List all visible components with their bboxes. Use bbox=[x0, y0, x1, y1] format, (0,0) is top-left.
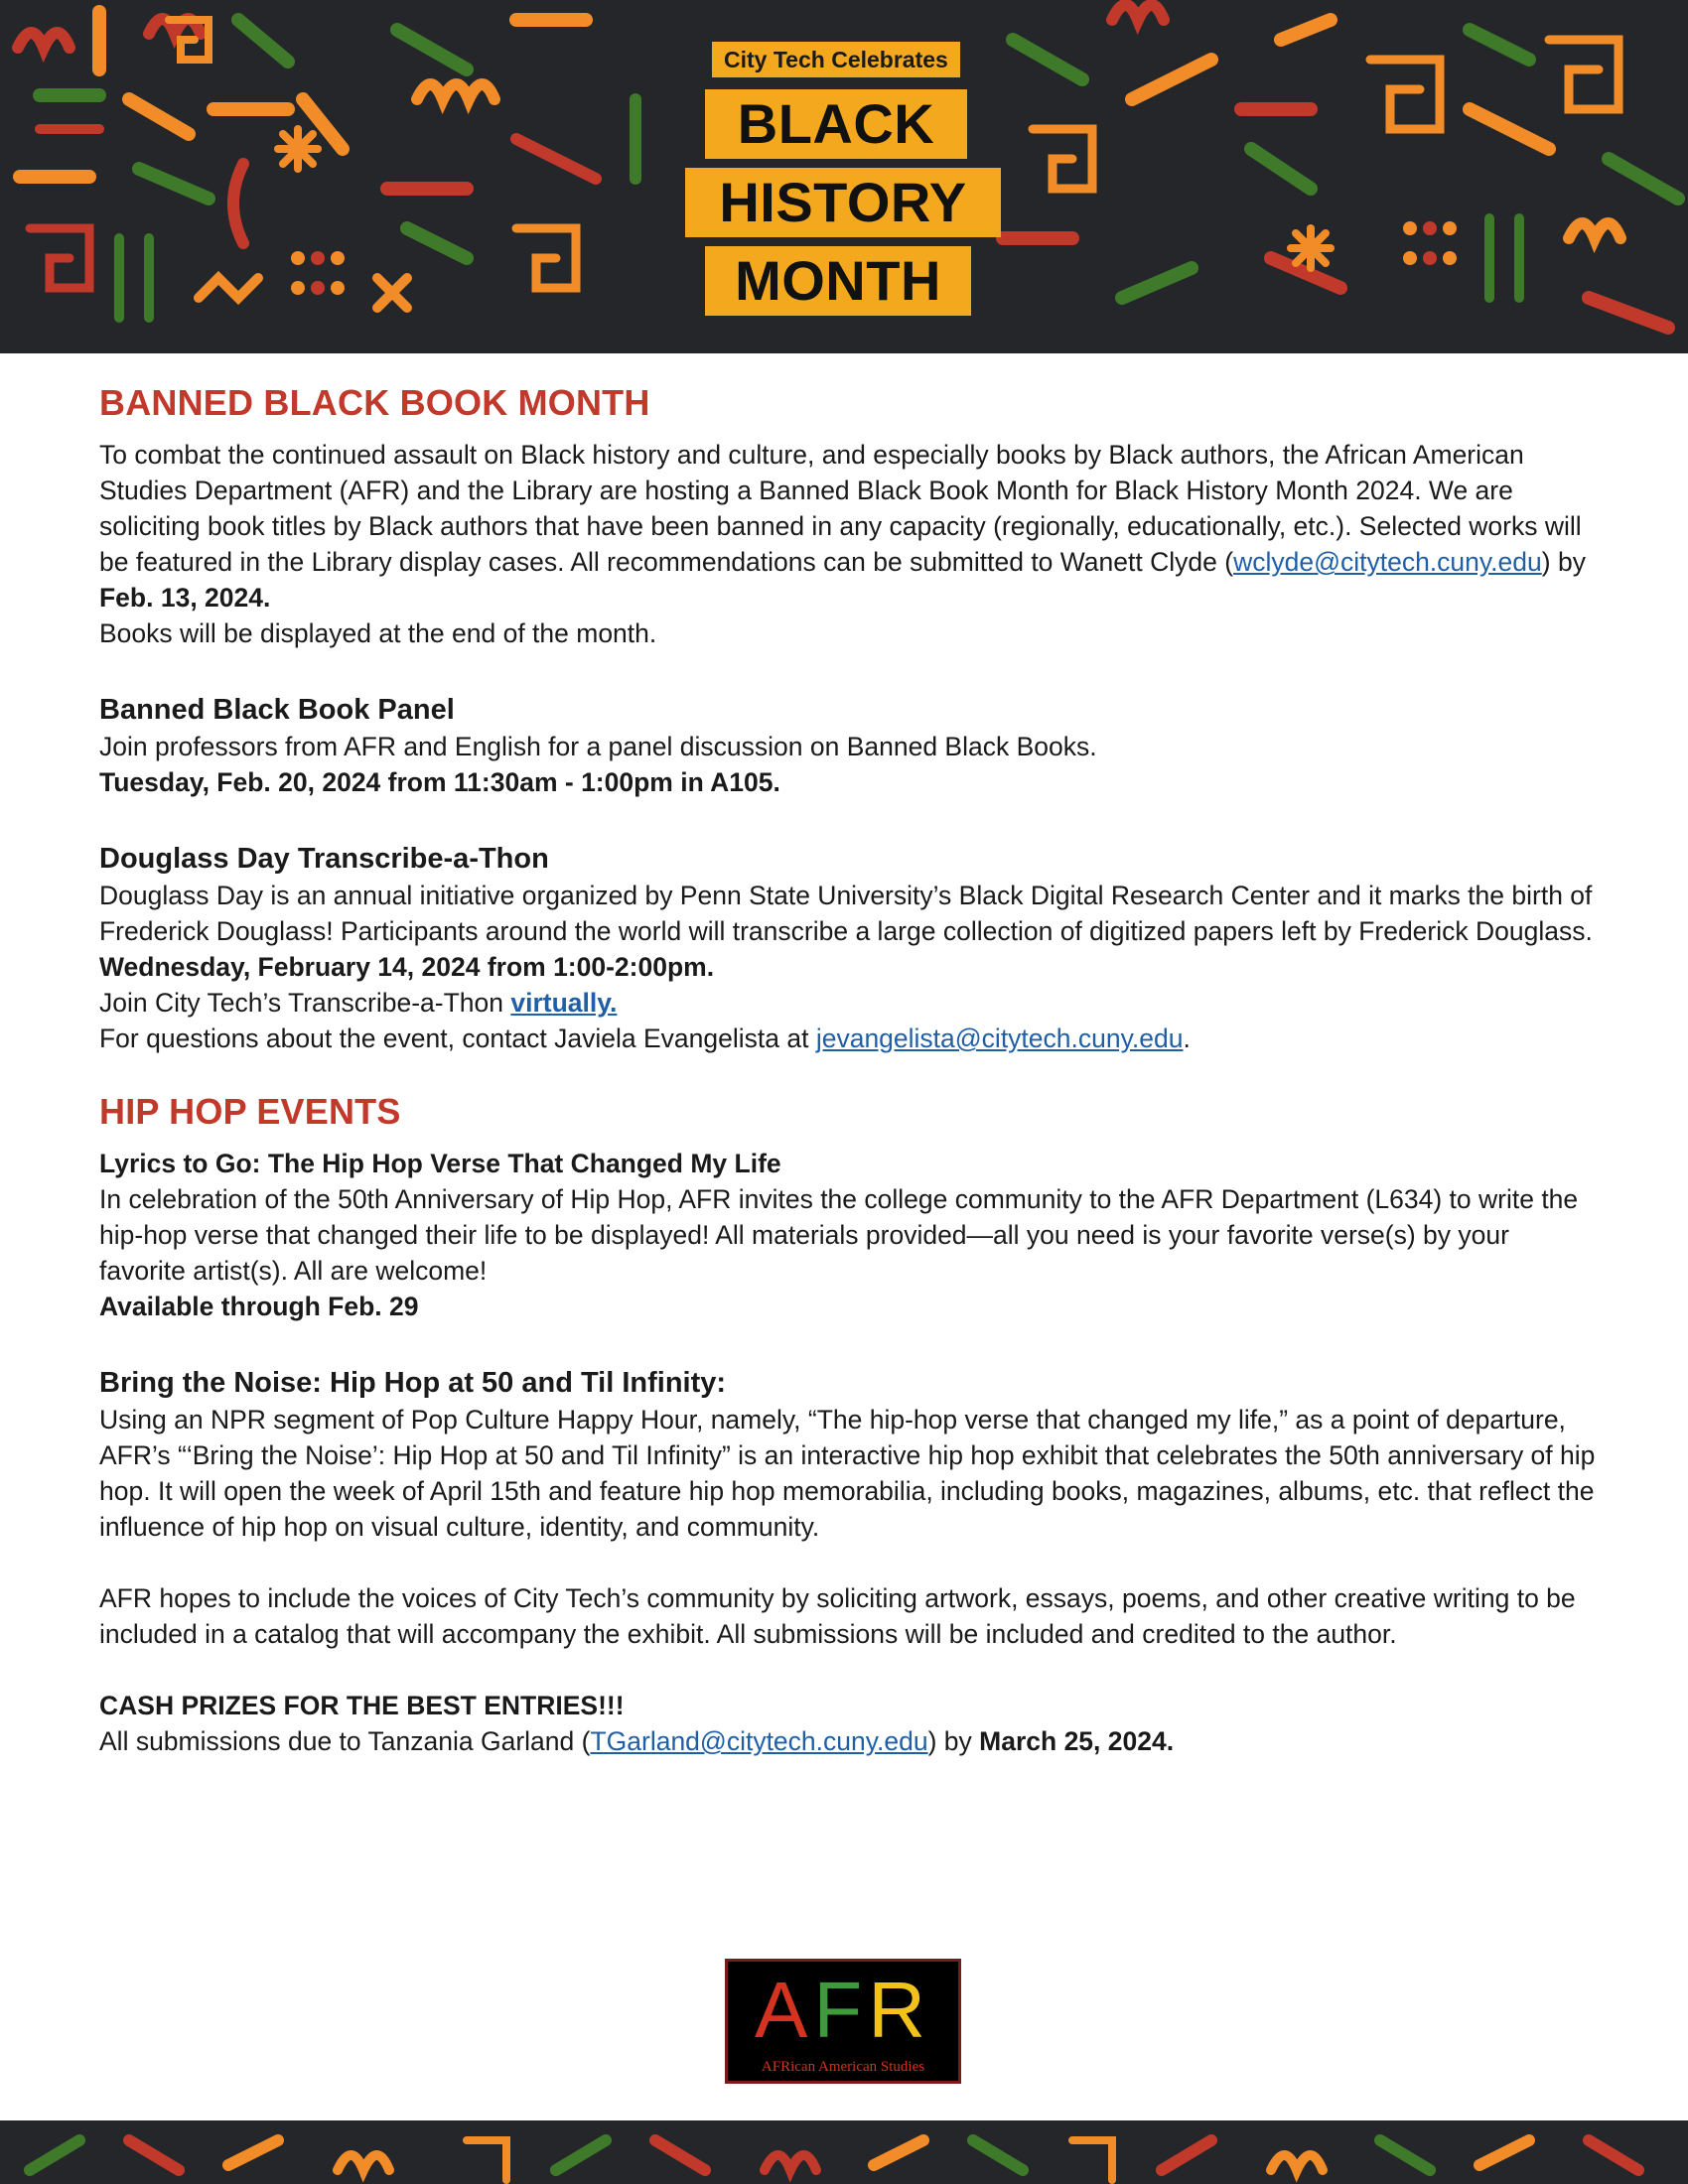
lyrics-availability: Available through Feb. 29 bbox=[99, 1292, 419, 1321]
douglass-day-description: Douglass Day is an annual initiative organized by Penn State University’s Black Digital Research Center and it marks the birth of Frederick Douglass! Participants around the world will transcribe a large collection of digitized papers left by Frederick Douglass. bbox=[99, 881, 1593, 946]
afr-logo-letter-a: A bbox=[754, 1966, 814, 2054]
title-line-black: BLACK bbox=[705, 89, 967, 159]
banned-book-intro: To combat the continued assault on Black history and culture, and especially books by Black authors, the African American Studies Department (AFR) and the Library are hosting a Banned Black Book Month for Black History Month 2024. We are soliciting book titles by Black authors that have been banned in any capacity (regionally, educationally, etc.). Selected works will be featured in the Library display cases. All recommendations can be submitted to Wanett Clyde (wclyde@citytech.cuny.edu) by Feb. 13, 2024. bbox=[99, 440, 1586, 613]
voices-paragraph: AFR hopes to include the voices of City Tech’s community by soliciting artwork, essays, poems, and other creative writing to be included in a catalog that will accompany the exhibit. All submissions will be included and credited to the author. bbox=[99, 1583, 1576, 1649]
footer-pattern-band bbox=[0, 2120, 1688, 2184]
afr-logo-subtitle: AFRican American Studies bbox=[761, 2059, 925, 2075]
jevangelista-email-link[interactable]: jevangelista@citytech.cuny.edu bbox=[815, 1024, 1184, 1053]
douglass-day-title: Douglass Day Transcribe-a-Thon bbox=[99, 843, 549, 875]
douglass-day-when: Wednesday, February 14, 2024 from 1:00-2:00pm. bbox=[99, 952, 715, 982]
panel-when: Tuesday, Feb. 20, 2024 from 11:30am - 1:00pm in A105. bbox=[99, 767, 780, 797]
display-note: Books will be displayed at the end of the month. bbox=[99, 618, 657, 648]
title-block bbox=[0, 0, 1688, 353]
douglass-join-line: Join City Tech’s Transcribe-a-Thon virtually. bbox=[99, 988, 618, 1018]
submission-deadline-line: All submissions due to Tanzania Garland (TGarland@citytech.cuny.edu) by March 25, 2024. bbox=[99, 1726, 1175, 1756]
panel-title: Banned Black Book Panel bbox=[99, 694, 455, 726]
cash-prizes-headline: CASH PRIZES FOR THE BEST ENTRIES!!! bbox=[99, 1691, 625, 1720]
panel-description: Join professors from AFR and English for a panel discussion on Banned Black Books. bbox=[99, 732, 1097, 761]
afr-logo-letters bbox=[728, 1968, 958, 2053]
section-heading-hip-hop-events: HIP HOP EVENTS bbox=[99, 1091, 401, 1132]
afr-logo-letter-a bbox=[755, 1966, 931, 2054]
deadline-march-25: March 25, 2024. bbox=[979, 1726, 1175, 1756]
lyrics-to-go-title: Lyrics to Go: The Hip Hop Verse That Changed My Life bbox=[99, 1149, 781, 1178]
header-banner bbox=[0, 0, 1688, 353]
douglass-contact-line: For questions about the event, contact Javiela Evangelista at jevangelista@citytech.cuny.edu. bbox=[99, 1024, 1191, 1053]
footer-kente-pattern bbox=[0, 2120, 1688, 2184]
bring-the-noise-description: Using an NPR segment of Pop Culture Happy Hour, namely, “The hip-hop verse that changed my life,” as a point of departure, AFR’s “‘Bring the Noise’: Hip Hop at 50 and Til Infinity” is an interactive hip hop exhibit that celebrates the 50th anniversary of hip hop. It will open the week of April 15th and feature hip hop memorabilia, including books, magazines, albums, etc. that reflect the influence of hip hop on visual culture, identity, and community. bbox=[99, 1405, 1596, 1542]
city-tech-celebrates-tag: City Tech Celebrates bbox=[712, 42, 960, 77]
deadline-feb-13: Feb. 13, 2024. bbox=[99, 583, 271, 613]
afr-logo-letter-f: F bbox=[813, 1966, 869, 2054]
title-line-history: HISTORY bbox=[685, 168, 1001, 237]
bring-the-noise-title: Bring the Noise: Hip Hop at 50 and Til Infinity: bbox=[99, 1367, 727, 1399]
section-heading-banned-black-book-month: BANNED BLACK BOOK MONTH bbox=[99, 382, 650, 423]
title-line-month: MONTH bbox=[705, 246, 971, 316]
lyrics-to-go-description: In celebration of the 50th Anniversary of Hip Hop, AFR invites the college community to the AFR Department (L634) to write the hip-hop verse that changed their life to be displayed! All materials provided—all you need is your favorite verse(s) by your favorite artist(s). All are welcome! bbox=[99, 1184, 1579, 1286]
afr-logo-letter-r: R bbox=[868, 1966, 931, 2054]
tgarland-email-link[interactable]: TGarland@citytech.cuny.edu bbox=[590, 1726, 928, 1756]
virtually-link[interactable]: virtually. bbox=[510, 988, 618, 1018]
wclyde-email-link[interactable]: wclyde@citytech.cuny.edu bbox=[1233, 547, 1542, 577]
main-content bbox=[99, 382, 1599, 1759]
afr-logo bbox=[725, 1959, 961, 2084]
